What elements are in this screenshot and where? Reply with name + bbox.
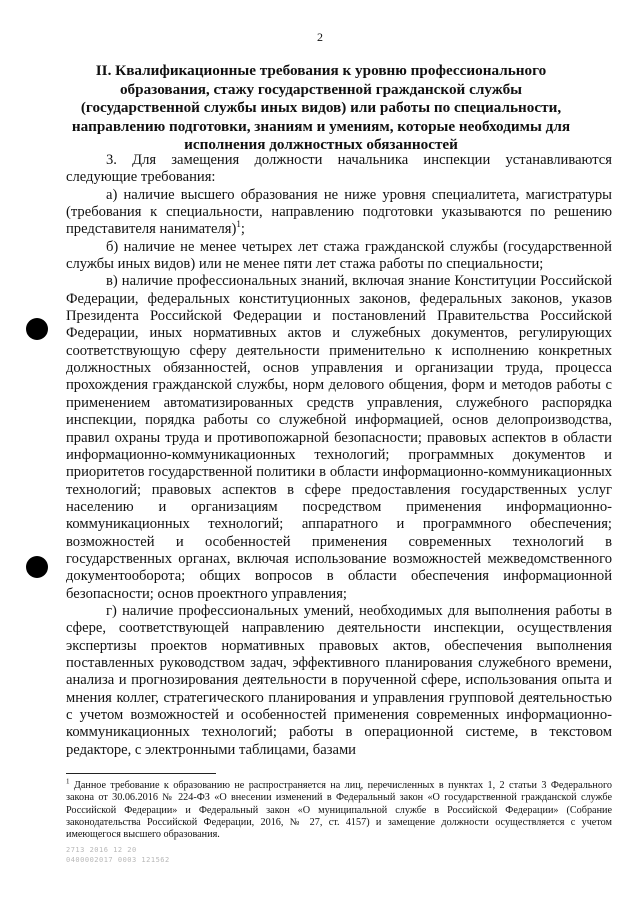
section-title: II. Квалификационные требования к уровню профессионального образования, стажу государственной гражданской службы (государственной службы иных видов) или работы по специальности, направлению подготовки, знаниям и умениям, которые необходимы для исполнения должностных обязанностей (71, 62, 571, 154)
footnote-text: Данное требование к образованию не распространяется на лиц, перечисленных в пунктах 1, 2 статьи 3 Федерального закона от 30.06.2016 № 224-ФЗ «О внесении изменений в Федеральный закон «О государственной гражданской службе Российской Федерации» и Федеральный закон «О муниципальной службе в Российской Федерации» (Собрание законодательства Российской Федерации, 2016, № 27, ст. 4157) и замещение должности осуществляется с учетом имеющегося высшего образования. (66, 780, 612, 841)
footnote-divider (66, 773, 216, 774)
paragraph-a (66, 187, 612, 239)
paragraph-v: в) наличие профессиональных знаний, включая знание Конституции Российской Федерации, федеральных конституционных законов, федеральных законов, указов Президента Российской Федерации и постановлений Правительства Российской Федерации, иных нормативных актов и служебных документов, регулирующих соответствующую сферу деятельности применительно к исполнению конкретных должностных обязанностей, основ управления и организации труда, процесса прохождения гражданской службы, норм делового общения, форм и методов работы с применением автоматизированных средств управления, служебного распорядка инспекции, порядка работы со служебной информацией, основ делопроизводства, правил охраны труда и противопожарной безопасности; правовых аспектов в области информационно-коммуникационных технологий; программных документов и приоритетов государственной политики в области информационно-коммуникационных технологий; правовых аспектов в сфере предоставления государственных услуг населению и организациям посредством применения информационно-коммуникационных технологий; аппаратного и программного обеспечения; возможностей и особенностей применения современных технологий в государственных органах, включая использование возможностей межведомственного документооборота; общих вопросов в области обеспечения информационной безопасности; основ проектного управления; (66, 273, 612, 602)
footnote-marker: 1 (66, 777, 70, 786)
faint-document-code: 0400002017 0003 121562 (66, 856, 170, 864)
punch-hole-bottom (26, 556, 48, 578)
document-body (66, 152, 612, 759)
faint-registration-mark: 2713 2016 12 20 (66, 846, 137, 854)
footnote (66, 777, 612, 841)
paragraph-3: 3. Для замещения должности начальника инспекции устанавливаются следующие требования: (66, 152, 612, 186)
paragraph-g: г) наличие профессиональных умений, необходимых для выполнения работы в сфере, соответствующей направлению деятельности инспекции, осуществления экспертизы проектов нормативных правовых актов, обеспечения выполнения поставленных руководством задач, эффективного планирования служебного времени, анализа и прогнозирования деятельности в порученной сфере, использования опыта и мнения коллег, стратегического планирования и управления групповой деятельностью с учетом возможностей и особенностей применения современных информационно-коммуникационных технологий; работы в операционной системе, в текстовом редакторе, с электронными таблицами, базами (66, 602, 612, 758)
paragraph-a-end: ; (240, 221, 245, 238)
paragraph-a-text: а) наличие высшего образования не ниже уровня специалитета, магистратуры (требования к специальности, направлению подготовки указываются по решению представителя нанимателя) (66, 186, 612, 238)
footnote-reference: 1 (236, 219, 241, 230)
punch-hole-top (26, 318, 48, 340)
page-number: 2 (317, 30, 323, 44)
paragraph-b: б) наличие не менее четырех лет стажа гражданской службы (государственной службы иных видов) или не менее пяти лет стажа работы по специальности; (66, 238, 612, 273)
